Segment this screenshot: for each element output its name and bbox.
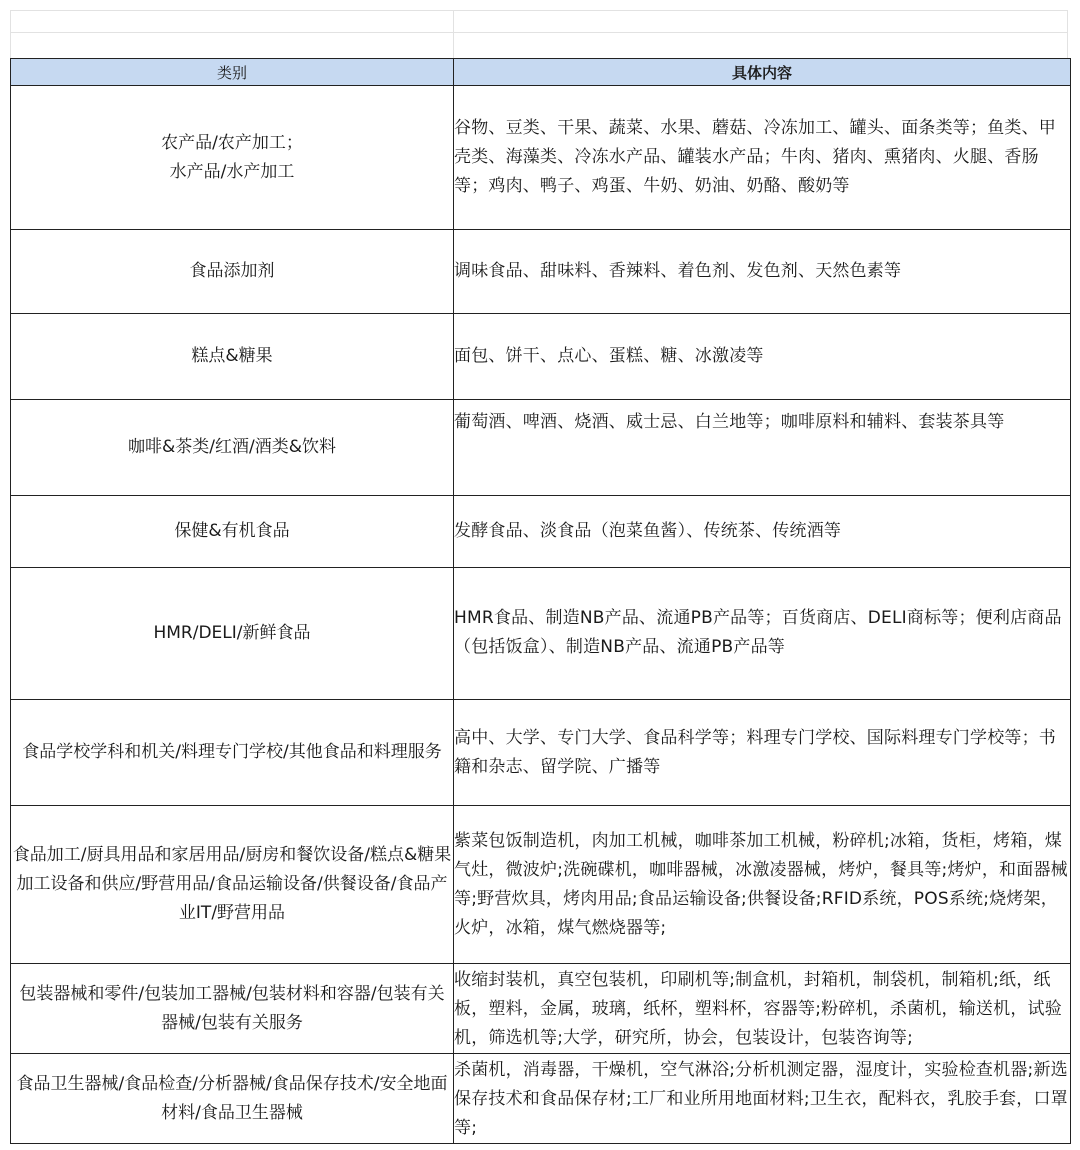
category-cell: 农产品/农产加工； 水产品/水产加工 (11, 86, 454, 230)
table-row (11, 964, 1071, 1054)
grid-line (10, 32, 1068, 33)
table-row (11, 86, 1071, 230)
details-cell: 调味食品、甜味料、香辣料、着色剂、发色剂、天然色素等 (454, 230, 1071, 314)
grid-line (1067, 11, 1068, 59)
details-cell: 杀菌机，消毒器，干燥机，空气淋浴;分析机测定器，湿度计，实验检查机器;新选保存技术和食品保存材;工厂和业所用地面材料;卫生衣，配料衣，乳胶手套，口罩等; (454, 1054, 1071, 1144)
details-cell: 谷物、豆类、干果、蔬菜、水果、蘑菇、冷冻加工、罐头、面条类等；鱼类、甲壳类、海藻类、冷冻水产品、罐装水产品；牛肉、猪肉、熏猪肉、火腿、香肠等；鸡肉、鸭子、鸡蛋、牛奶、奶油、奶酪、酸奶等 (454, 86, 1071, 230)
table-row (11, 700, 1071, 806)
grid-line (10, 11, 11, 59)
table-row (11, 230, 1071, 314)
table-row (11, 568, 1071, 700)
category-cell: 咖啡&茶类/红酒/酒类&饮料 (11, 400, 454, 496)
details-cell: 发酵食品、淡食品（泡菜鱼酱）、传统茶、传统酒等 (454, 496, 1071, 568)
details-cell: 面包、饼干、点心、蛋糕、糖、冰激凌等 (454, 314, 1071, 400)
category-cell: HMR/DELI/新鲜食品 (11, 568, 454, 700)
category-cell: 食品加工/厨具用品和家居用品/厨房和餐饮设备/糕点&糖果加工设备和供应/野营用品/食品运输设备/供餐设备/食品产业IT/野营用品 (11, 806, 454, 964)
table-row (11, 806, 1071, 964)
category-cell: 糕点&糖果 (11, 314, 454, 400)
category-cell: 食品添加剂 (11, 230, 454, 314)
header-category: 类别 (11, 59, 454, 86)
details-cell: 紫菜包饭制造机，肉加工机械，咖啡茶加工机械，粉碎机;冰箱，货柜，烤箱，煤气灶，微波炉;洗碗碟机，咖啡器械，冰激凌器械，烤炉，餐具等;烤炉，和面器械等;野营炊具，烤肉用品;食品运输设备;供餐设备;RFID系统，POS系统;烧烤架，火炉，冰箱，煤气燃烧器等; (454, 806, 1071, 964)
empty-spreadsheet-rows (10, 10, 1068, 59)
details-cell: 葡萄酒、啤酒、烧酒、威士忌、白兰地等；咖啡原料和辅料、套装茶具等 (454, 400, 1071, 496)
header-details: 具体内容 (454, 59, 1071, 86)
category-cell: 保健&有机食品 (11, 496, 454, 568)
details-cell: 高中、大学、专门大学、食品科学等；料理专门学校、国际料理专门学校等；书籍和杂志、留学院、广播等 (454, 700, 1071, 806)
exhibit-category-table (10, 58, 1071, 1144)
details-cell: 收缩封装机，真空包装机，印刷机等;制盒机，封箱机，制袋机，制箱机;纸，纸板，塑料，金属，玻璃，纸杯，塑料杯，容器等;粉碎机，杀菌机，输送机，试验机，筛选机等;大学，研究所，协会，包装设计，包装咨询等; (454, 964, 1071, 1054)
grid-line (453, 11, 454, 59)
category-cell: 食品学校学科和机关/料理专门学校/其他食品和料理服务 (11, 700, 454, 806)
table-row (11, 496, 1071, 568)
category-cell: 包装器械和零件/包装加工器械/包装材料和容器/包装有关器械/包装有关服务 (11, 964, 454, 1054)
table-row (11, 314, 1071, 400)
category-cell: 食品卫生器械/食品检查/分析器械/食品保存技术/安全地面材料/食品卫生器械 (11, 1054, 454, 1144)
table-header-row (11, 59, 1071, 86)
table-row (11, 400, 1071, 496)
details-cell: HMR食品、制造NB产品、流通PB产品等；百货商店、DELI商标等；便利店商品（包括饭盒）、制造NB产品、流通PB产品等 (454, 568, 1071, 700)
table-row (11, 1054, 1071, 1144)
